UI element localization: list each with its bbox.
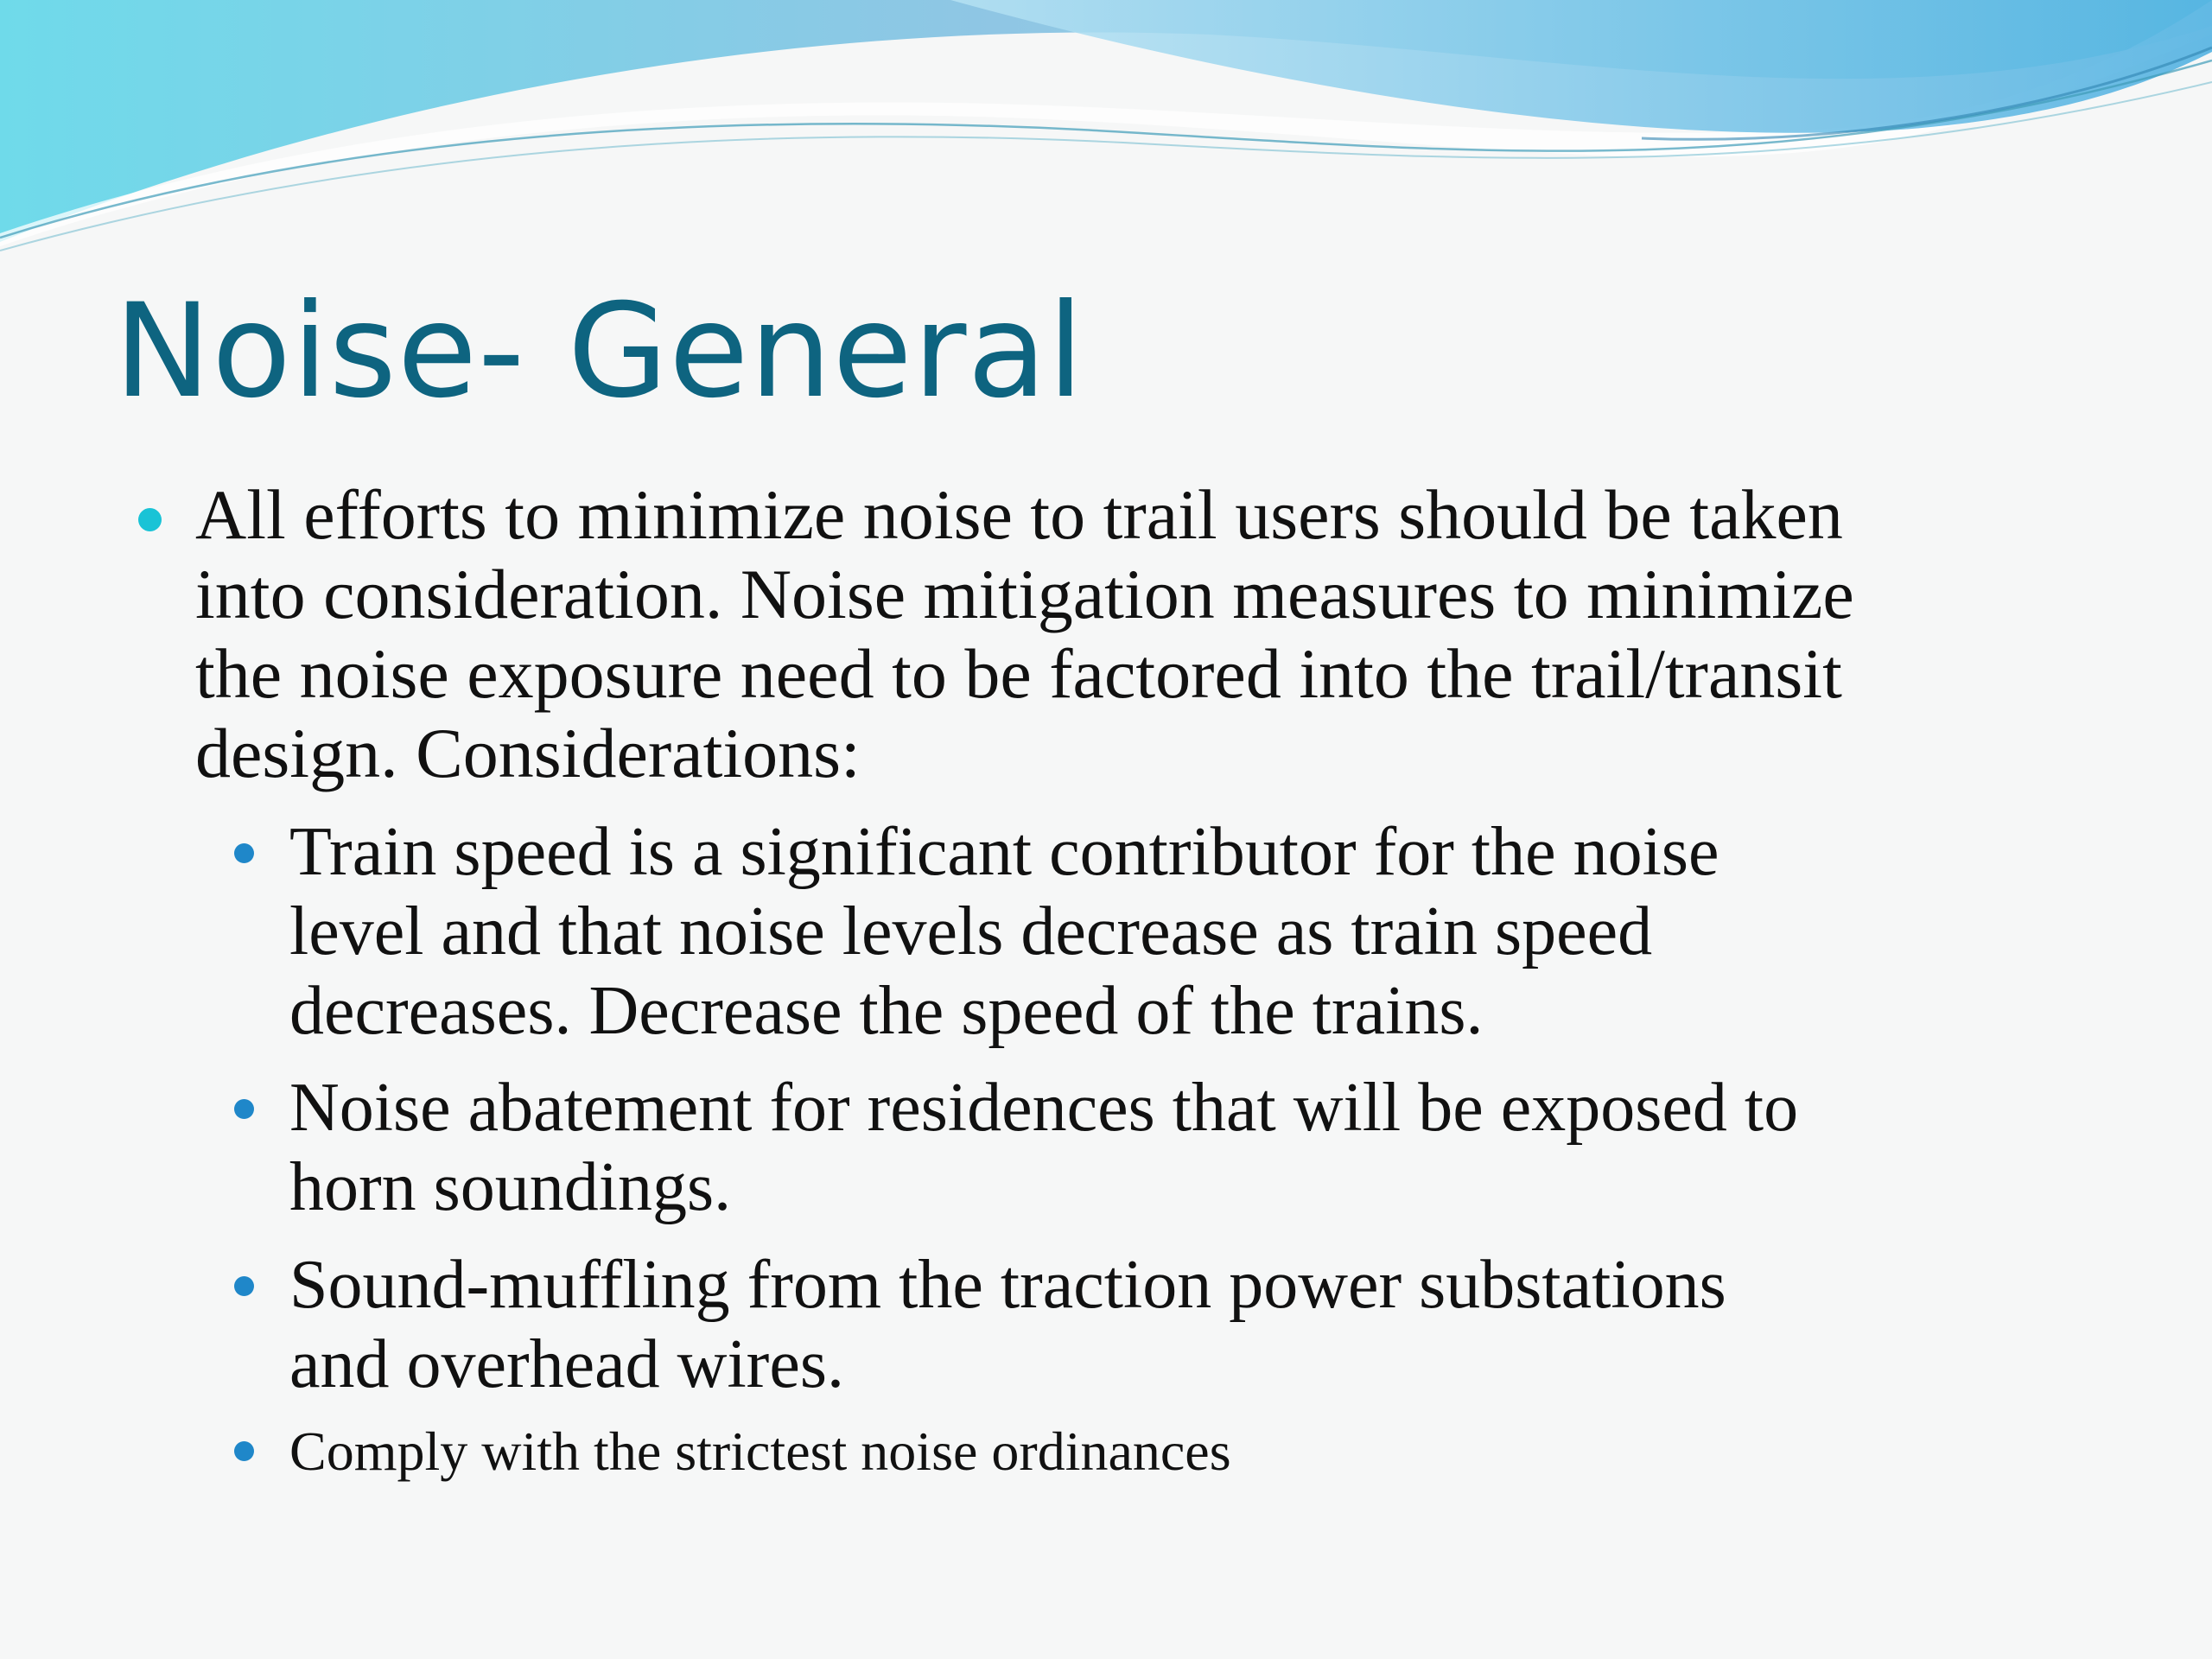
sub-bullet-dot-icon: [234, 1276, 254, 1296]
decorative-wave-header: [0, 0, 2212, 285]
bullet-dot-icon: [138, 508, 162, 531]
sub-bullet-text: Noise abatement for residences that will be exposed to horn soundings.: [289, 1070, 1799, 1225]
sub-bullet-1: [234, 812, 1719, 1051]
bullet-main: [138, 475, 1854, 793]
sub-bullet-3: [234, 1245, 1726, 1404]
sub-bullet-2: [234, 1068, 1798, 1227]
sub-bullet-text: Train speed is a significant contributor for the noise level and that noise levels decrease as train speed decreases. Decrease the speed of the trains.: [289, 814, 1719, 1049]
bullet-main-text: All efforts to minimize noise to trail users should be taken into consideration. Noise mitigation measures to minimize the noise exposure need to be factored into the trail/transit design. Considerations:: [195, 475, 1854, 792]
sub-bullet-text: Comply with the strictest noise ordinances: [289, 1421, 1231, 1482]
sub-bullet-dot-icon: [234, 843, 254, 863]
sub-bullet-dot-icon: [234, 1441, 254, 1461]
sub-bullet-text: Sound-muffling from the traction power substations and overhead wires.: [289, 1247, 1726, 1402]
sub-bullet-4: [234, 1417, 1231, 1486]
slide-title: Noise- General: [114, 276, 1085, 427]
sub-bullet-dot-icon: [234, 1099, 254, 1119]
